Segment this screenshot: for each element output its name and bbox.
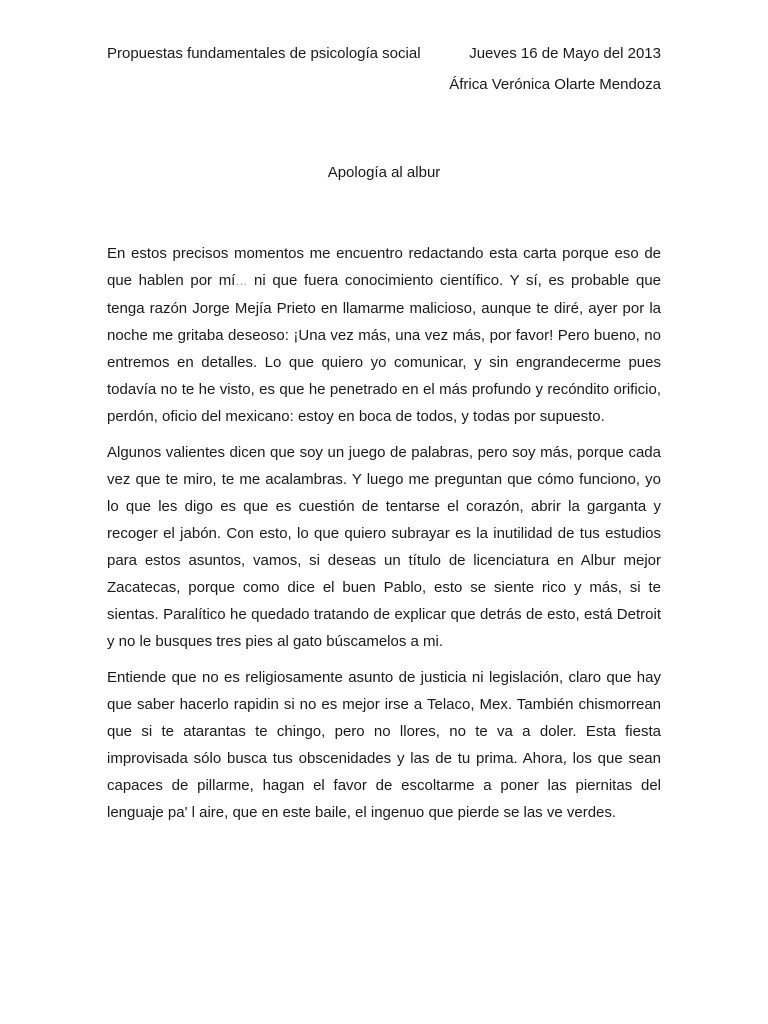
paragraph-1-text-end: ni que fuera conocimiento científico. Y sí, es probable que tenga razón Jorge Mejía Prieto en llamarme malicioso, aunque te diré, ayer por la noche me gritaba deseoso: ¡Una vez más, una vez más, por favor! Pero bueno, no entremos en detalles. Lo que quiero yo comunicar, y sin engrandecerme pues todavía no te he visto, es que he penetrado en el más profundo y recóndito orificio, perdón, oficio del mexicano: estoy en boca de todos, y todas por supuesto. — [107, 272, 662, 425]
document-date: Jueves 16 de Mayo del 2013 — [469, 45, 661, 62]
author-name: África Verónica Olarte Mendoza — [449, 76, 661, 93]
paragraph-1 — [107, 240, 661, 430]
paragraph-1-text-start: En estos precisos momentos me encuentro redactando esta carta porque eso de que hablen por mí — [107, 245, 661, 289]
paragraph-3: Entiende que no es religiosamente asunto de justicia ni legislación, claro que hay que saber hacerlo rapidin si no es mejor irse a Telaco, Mex. También chismorrean que si te atarantas te chingo, pero no llores, no te va a doler. Esta fiesta improvisada sólo busca tus obscenidades y las de tu prima. Ahora, los que sean capaces de pillarme, hagan el favor de escoltarme a poner las piernitas del lenguaje pa' l aire, que en este baile, el ingenuo que pierde se las ve verdes. — [107, 669, 661, 821]
paragraph-2: Algunos valientes dicen que soy un juego de palabras, pero soy más, porque cada vez que te miro, te me acalambras. Y luego me preguntan que cómo funciono, yo lo que les digo es que es cuestión de tentarse el corazón, abrir la garganta y recoger el jabón. Con esto, lo que quiero subrayar es la inutilidad de tus estudios para estos asuntos, vamos, si deseas un título de licenciatura en Albur mejor Zacatecas, porque como dice el buen Pablo, esto se siente rico y más, si te sientas. Paralítico he quedado tratando de explicar que detrás de esto, está Detroit y no le busques tres pies al gato búscamelos a mi. — [107, 444, 661, 650]
essay-body — [107, 240, 661, 835]
course-title: Propuestas fundamentales de psicología social — [107, 45, 421, 62]
ellipsis-mark: … — [235, 274, 248, 288]
essay-title: Apología al albur — [327, 164, 441, 181]
